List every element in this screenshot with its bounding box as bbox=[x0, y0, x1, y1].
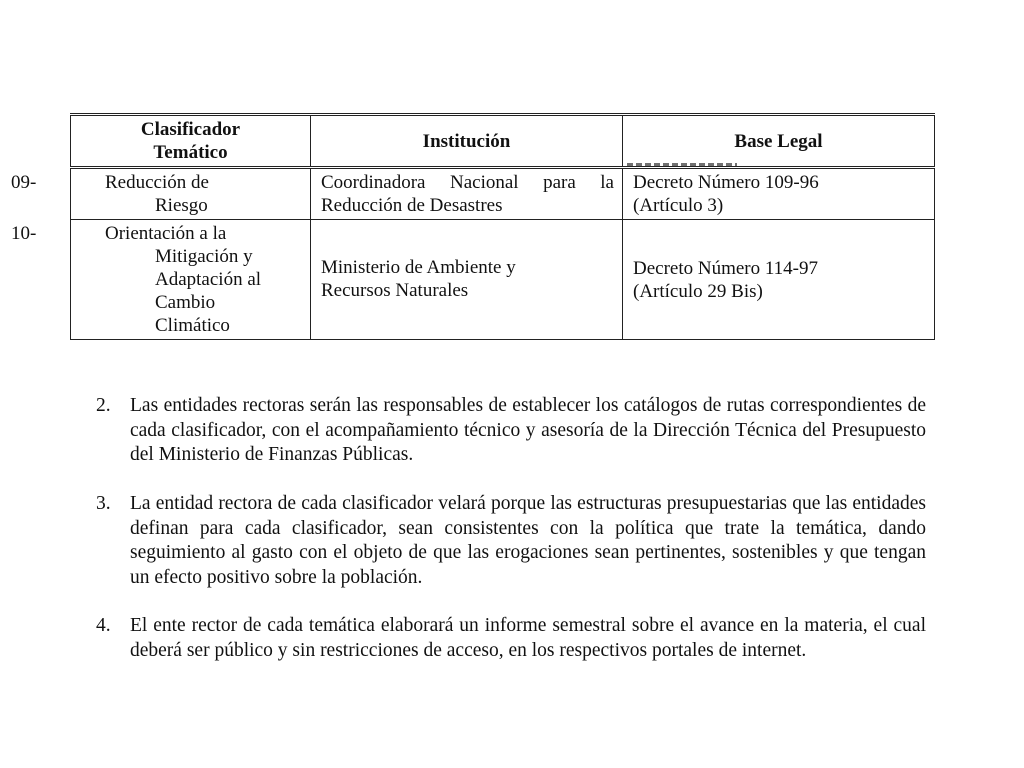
legal-basis-article: (Artículo 3) bbox=[633, 195, 724, 216]
table-row bbox=[71, 220, 935, 340]
paragraph-text: Las entidades rectoras serán las responsables de establecer los catálogos de rutas correspondientes de cada clasificador, con el acompañamiento técnico y asesoría de la Dirección Técnica del Presupuesto del Ministerio de Finanzas Públicas. bbox=[130, 395, 926, 465]
numbered-paragraph bbox=[96, 492, 926, 590]
header-clasificador-line1: Clasificador bbox=[140, 119, 241, 140]
paragraph-number: 2. bbox=[96, 395, 111, 416]
table-row bbox=[71, 168, 935, 220]
legal-basis-cell bbox=[623, 168, 935, 220]
classifier-name-line: Riesgo bbox=[155, 195, 208, 216]
header-clasificador bbox=[71, 115, 311, 168]
legal-basis-article: (Artículo 29 Bis) bbox=[633, 280, 763, 302]
legal-basis-cell bbox=[623, 220, 935, 340]
classifier-name-line: Climático bbox=[155, 315, 230, 336]
legal-basis-decree: Decreto Número 109-96 bbox=[633, 172, 819, 193]
header-institucion: Institución bbox=[311, 115, 623, 168]
numbered-paragraph bbox=[96, 614, 926, 663]
institution-line: Recursos Naturales bbox=[321, 279, 469, 301]
paragraph-text: La entidad rectora de cada clasificador velará porque las estructuras presupuestarias que las entidades definan para cada clasificador, sean consistentes con la política que trate la temática, dando seguimiento al gasto con el objeto de que las erogaciones sean pertinentes, sostenibles y que tengan un efecto positivo sobre la población. bbox=[130, 493, 926, 588]
classifier-name-line: Reducción de bbox=[105, 172, 209, 193]
classifier-code: 09- bbox=[11, 172, 37, 193]
paragraph-number: 3. bbox=[96, 493, 111, 514]
classifier-name-line: Cambio bbox=[155, 292, 216, 313]
header-clasificador-line2: Temático bbox=[153, 142, 228, 163]
institution-cell: Coordinadora Nacional para la Reducción de Desastres bbox=[311, 168, 623, 220]
header-base-legal: Base Legal bbox=[623, 115, 935, 168]
cut-off-text-fragment bbox=[627, 162, 737, 168]
numbered-paragraph bbox=[96, 394, 926, 468]
classifier-table bbox=[11, 113, 935, 340]
classifier-name-line: Mitigación y bbox=[155, 246, 253, 267]
classifier-cell bbox=[11, 220, 311, 340]
paragraph-text: El ente rector de cada temática elaborará un informe semestral sobre el avance en la materia, el cual deberá ser público y sin restricciones de acceso, en los respectivos portales de internet. bbox=[130, 615, 926, 661]
table-header-row bbox=[71, 115, 935, 168]
institution-cell bbox=[311, 220, 623, 340]
classifier-name-line: Orientación a la bbox=[105, 223, 227, 244]
legal-basis-decree: Decreto Número 114-97 bbox=[633, 257, 819, 279]
classifier-cell bbox=[11, 168, 311, 220]
classifier-code: 10- bbox=[11, 223, 37, 244]
institution-line: Ministerio de Ambiente y bbox=[321, 256, 516, 278]
classifier-name-line: Adaptación al bbox=[155, 269, 262, 290]
paragraph-number: 4. bbox=[96, 615, 111, 636]
